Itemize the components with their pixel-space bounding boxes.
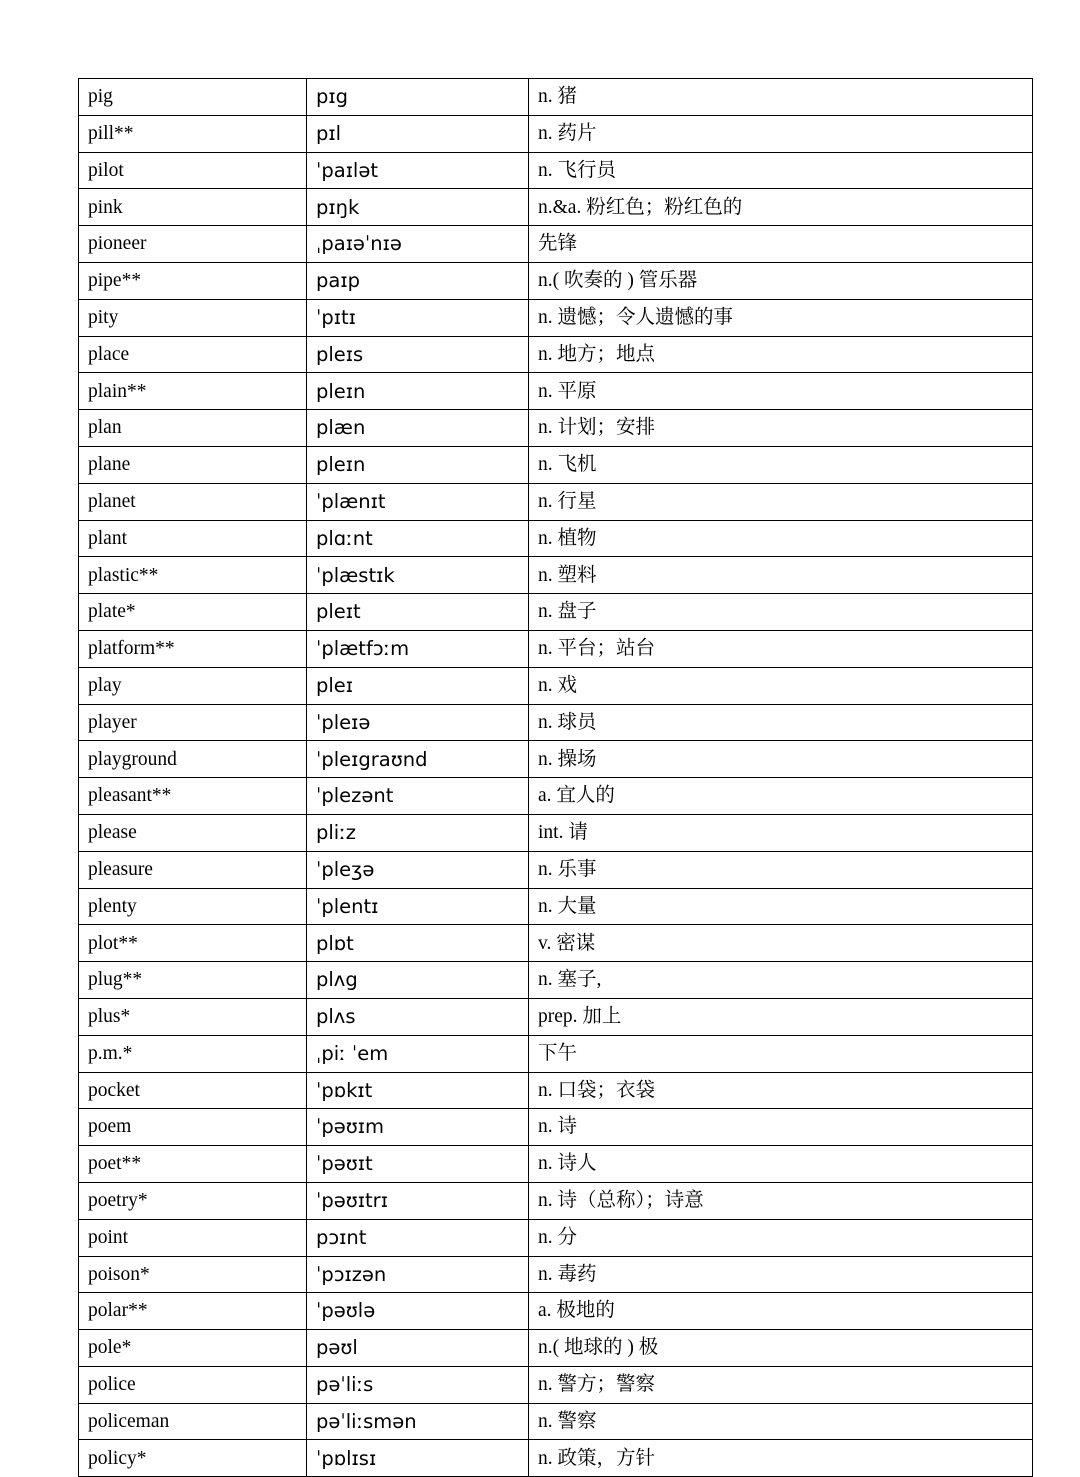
table-row — [79, 778, 1033, 815]
word-cell: planet — [79, 483, 307, 520]
table-row — [79, 483, 1033, 520]
phonetic-cell: ˈpəʊɪtrɪ — [307, 1182, 529, 1219]
phonetic-cell: plɒt — [307, 925, 529, 962]
word-cell: plate* — [79, 594, 307, 631]
word-cell: plain** — [79, 373, 307, 410]
definition-cell: n.( 地球的 ) 极 — [529, 1330, 1033, 1367]
word-cell: plant — [79, 520, 307, 557]
definition-cell: n. 遗憾；令人遗憾的事 — [529, 299, 1033, 336]
definition-cell: n. 平台；站台 — [529, 630, 1033, 667]
vocabulary-table — [78, 78, 1033, 1477]
table-row — [79, 79, 1033, 116]
table-row — [79, 336, 1033, 373]
definition-cell: n. 诗（总称）；诗意 — [529, 1182, 1033, 1219]
word-cell: pocket — [79, 1072, 307, 1109]
table-row — [79, 630, 1033, 667]
table-row — [79, 226, 1033, 263]
word-cell: p.m.* — [79, 1035, 307, 1072]
definition-cell: n. 球员 — [529, 704, 1033, 741]
phonetic-cell: pɪŋk — [307, 189, 529, 226]
table-row — [79, 1440, 1033, 1477]
definition-cell: 先锋 — [529, 226, 1033, 263]
table-row — [79, 1072, 1033, 1109]
definition-cell: n. 诗 — [529, 1109, 1033, 1146]
definition-cell: n. 乐事 — [529, 851, 1033, 888]
definition-cell: prep. 加上 — [529, 998, 1033, 1035]
word-cell: plane — [79, 446, 307, 483]
definition-cell: n. 药片 — [529, 115, 1033, 152]
table-row — [79, 1109, 1033, 1146]
table-row — [79, 998, 1033, 1035]
word-cell: pig — [79, 79, 307, 116]
phonetic-cell: ˈpɒlɪsɪ — [307, 1440, 529, 1477]
phonetic-cell: pɔɪnt — [307, 1219, 529, 1256]
table-row — [79, 741, 1033, 778]
word-cell: plot** — [79, 925, 307, 962]
phonetic-cell: pəʊl — [307, 1330, 529, 1367]
word-cell: pill** — [79, 115, 307, 152]
word-cell: plug** — [79, 962, 307, 999]
definition-cell: int. 请 — [529, 814, 1033, 851]
definition-cell: n. 毒药 — [529, 1256, 1033, 1293]
phonetic-cell: ˈpəʊlə — [307, 1293, 529, 1330]
phonetic-cell: ˌpaɪəˈnɪə — [307, 226, 529, 263]
word-cell: pity — [79, 299, 307, 336]
table-row — [79, 520, 1033, 557]
definition-cell: n. 警察 — [529, 1403, 1033, 1440]
table-row — [79, 1182, 1033, 1219]
definition-cell: n. 戏 — [529, 667, 1033, 704]
phonetic-cell: pleɪs — [307, 336, 529, 373]
definition-cell: n. 飞机 — [529, 446, 1033, 483]
phonetic-cell: pəˈliːsmən — [307, 1403, 529, 1440]
phonetic-cell: pleɪt — [307, 594, 529, 631]
table-row — [79, 814, 1033, 851]
phonetic-cell: pleɪn — [307, 373, 529, 410]
word-cell: policeman — [79, 1403, 307, 1440]
table-row — [79, 152, 1033, 189]
definition-cell: n. 大量 — [529, 888, 1033, 925]
word-cell: platform** — [79, 630, 307, 667]
table-row — [79, 1366, 1033, 1403]
definition-cell: n. 植物 — [529, 520, 1033, 557]
definition-cell: n. 诗人 — [529, 1146, 1033, 1183]
definition-cell: n. 计划；安排 — [529, 410, 1033, 447]
phonetic-cell: ˈpleɪə — [307, 704, 529, 741]
word-cell: pilot — [79, 152, 307, 189]
phonetic-cell: ˌpiː ˈem — [307, 1035, 529, 1072]
definition-cell: n. 行星 — [529, 483, 1033, 520]
table-row — [79, 410, 1033, 447]
definition-cell: n. 塞子, — [529, 962, 1033, 999]
definition-cell: n. 平原 — [529, 373, 1033, 410]
phonetic-cell: ˈpaɪlət — [307, 152, 529, 189]
word-cell: please — [79, 814, 307, 851]
word-cell: poison* — [79, 1256, 307, 1293]
word-cell: plastic** — [79, 557, 307, 594]
phonetic-cell: ˈplæstɪk — [307, 557, 529, 594]
table-row — [79, 373, 1033, 410]
word-cell: plan — [79, 410, 307, 447]
word-cell: policy* — [79, 1440, 307, 1477]
phonetic-cell: ˈpleʒə — [307, 851, 529, 888]
table-row — [79, 667, 1033, 704]
definition-cell: n. 政策，方针 — [529, 1440, 1033, 1477]
definition-cell: v. 密谋 — [529, 925, 1033, 962]
table-row — [79, 925, 1033, 962]
table-row — [79, 1293, 1033, 1330]
definition-cell: n. 盘子 — [529, 594, 1033, 631]
phonetic-cell: plɑːnt — [307, 520, 529, 557]
table-row — [79, 594, 1033, 631]
definition-cell: a. 宜人的 — [529, 778, 1033, 815]
word-cell: place — [79, 336, 307, 373]
phonetic-cell: ˈpəʊɪm — [307, 1109, 529, 1146]
table-row — [79, 1219, 1033, 1256]
table-row — [79, 704, 1033, 741]
definition-cell: n. 口袋；衣袋 — [529, 1072, 1033, 1109]
phonetic-cell: ˈpəʊɪt — [307, 1146, 529, 1183]
word-cell: pleasant** — [79, 778, 307, 815]
word-cell: polar** — [79, 1293, 307, 1330]
phonetic-cell: ˈpɪtɪ — [307, 299, 529, 336]
table-row — [79, 851, 1033, 888]
word-cell: pipe** — [79, 262, 307, 299]
phonetic-cell: ˈplætfɔːm — [307, 630, 529, 667]
phonetic-cell: pɪl — [307, 115, 529, 152]
phonetic-cell: ˈpɒkɪt — [307, 1072, 529, 1109]
definition-cell: n.&a. 粉红色；粉红色的 — [529, 189, 1033, 226]
table-row — [79, 1403, 1033, 1440]
table-row — [79, 962, 1033, 999]
word-cell: poem — [79, 1109, 307, 1146]
phonetic-cell: pɪg — [307, 79, 529, 116]
word-cell: pole* — [79, 1330, 307, 1367]
definition-cell: n.( 吹奏的 ) 管乐器 — [529, 262, 1033, 299]
definition-cell: n. 地方；地点 — [529, 336, 1033, 373]
definition-cell: n. 分 — [529, 1219, 1033, 1256]
definition-cell: n. 操场 — [529, 741, 1033, 778]
word-cell: playground — [79, 741, 307, 778]
table-row — [79, 888, 1033, 925]
phonetic-cell: plæn — [307, 410, 529, 447]
table-row — [79, 557, 1033, 594]
word-cell: plus* — [79, 998, 307, 1035]
table-row — [79, 1330, 1033, 1367]
phonetic-cell: plʌs — [307, 998, 529, 1035]
table-row — [79, 115, 1033, 152]
phonetic-cell: pleɪn — [307, 446, 529, 483]
phonetic-cell: pəˈliːs — [307, 1366, 529, 1403]
definition-cell: n. 塑料 — [529, 557, 1033, 594]
phonetic-cell: paɪp — [307, 262, 529, 299]
word-cell: police — [79, 1366, 307, 1403]
phonetic-cell: pleɪ — [307, 667, 529, 704]
word-cell: player — [79, 704, 307, 741]
word-cell: poet** — [79, 1146, 307, 1183]
table-row — [79, 1256, 1033, 1293]
word-cell: play — [79, 667, 307, 704]
definition-cell: n. 警方；警察 — [529, 1366, 1033, 1403]
table-row — [79, 189, 1033, 226]
definition-cell: a. 极地的 — [529, 1293, 1033, 1330]
table-row — [79, 262, 1033, 299]
word-cell: pleasure — [79, 851, 307, 888]
word-cell: point — [79, 1219, 307, 1256]
phonetic-cell: ˈplænɪt — [307, 483, 529, 520]
phonetic-cell: ˈpɔɪzən — [307, 1256, 529, 1293]
table-row — [79, 1146, 1033, 1183]
phonetic-cell: pliːz — [307, 814, 529, 851]
definition-cell: n. 猪 — [529, 79, 1033, 116]
phonetic-cell: ˈplezənt — [307, 778, 529, 815]
table-row — [79, 1035, 1033, 1072]
table-row — [79, 446, 1033, 483]
table-row — [79, 299, 1033, 336]
vocabulary-table-body — [79, 79, 1033, 1477]
phonetic-cell: ˈpleɪgraʊnd — [307, 741, 529, 778]
definition-cell: 下午 — [529, 1035, 1033, 1072]
word-cell: poetry* — [79, 1182, 307, 1219]
phonetic-cell: plʌg — [307, 962, 529, 999]
word-cell: pioneer — [79, 226, 307, 263]
word-cell: pink — [79, 189, 307, 226]
phonetic-cell: ˈplentɪ — [307, 888, 529, 925]
word-cell: plenty — [79, 888, 307, 925]
definition-cell: n. 飞行员 — [529, 152, 1033, 189]
